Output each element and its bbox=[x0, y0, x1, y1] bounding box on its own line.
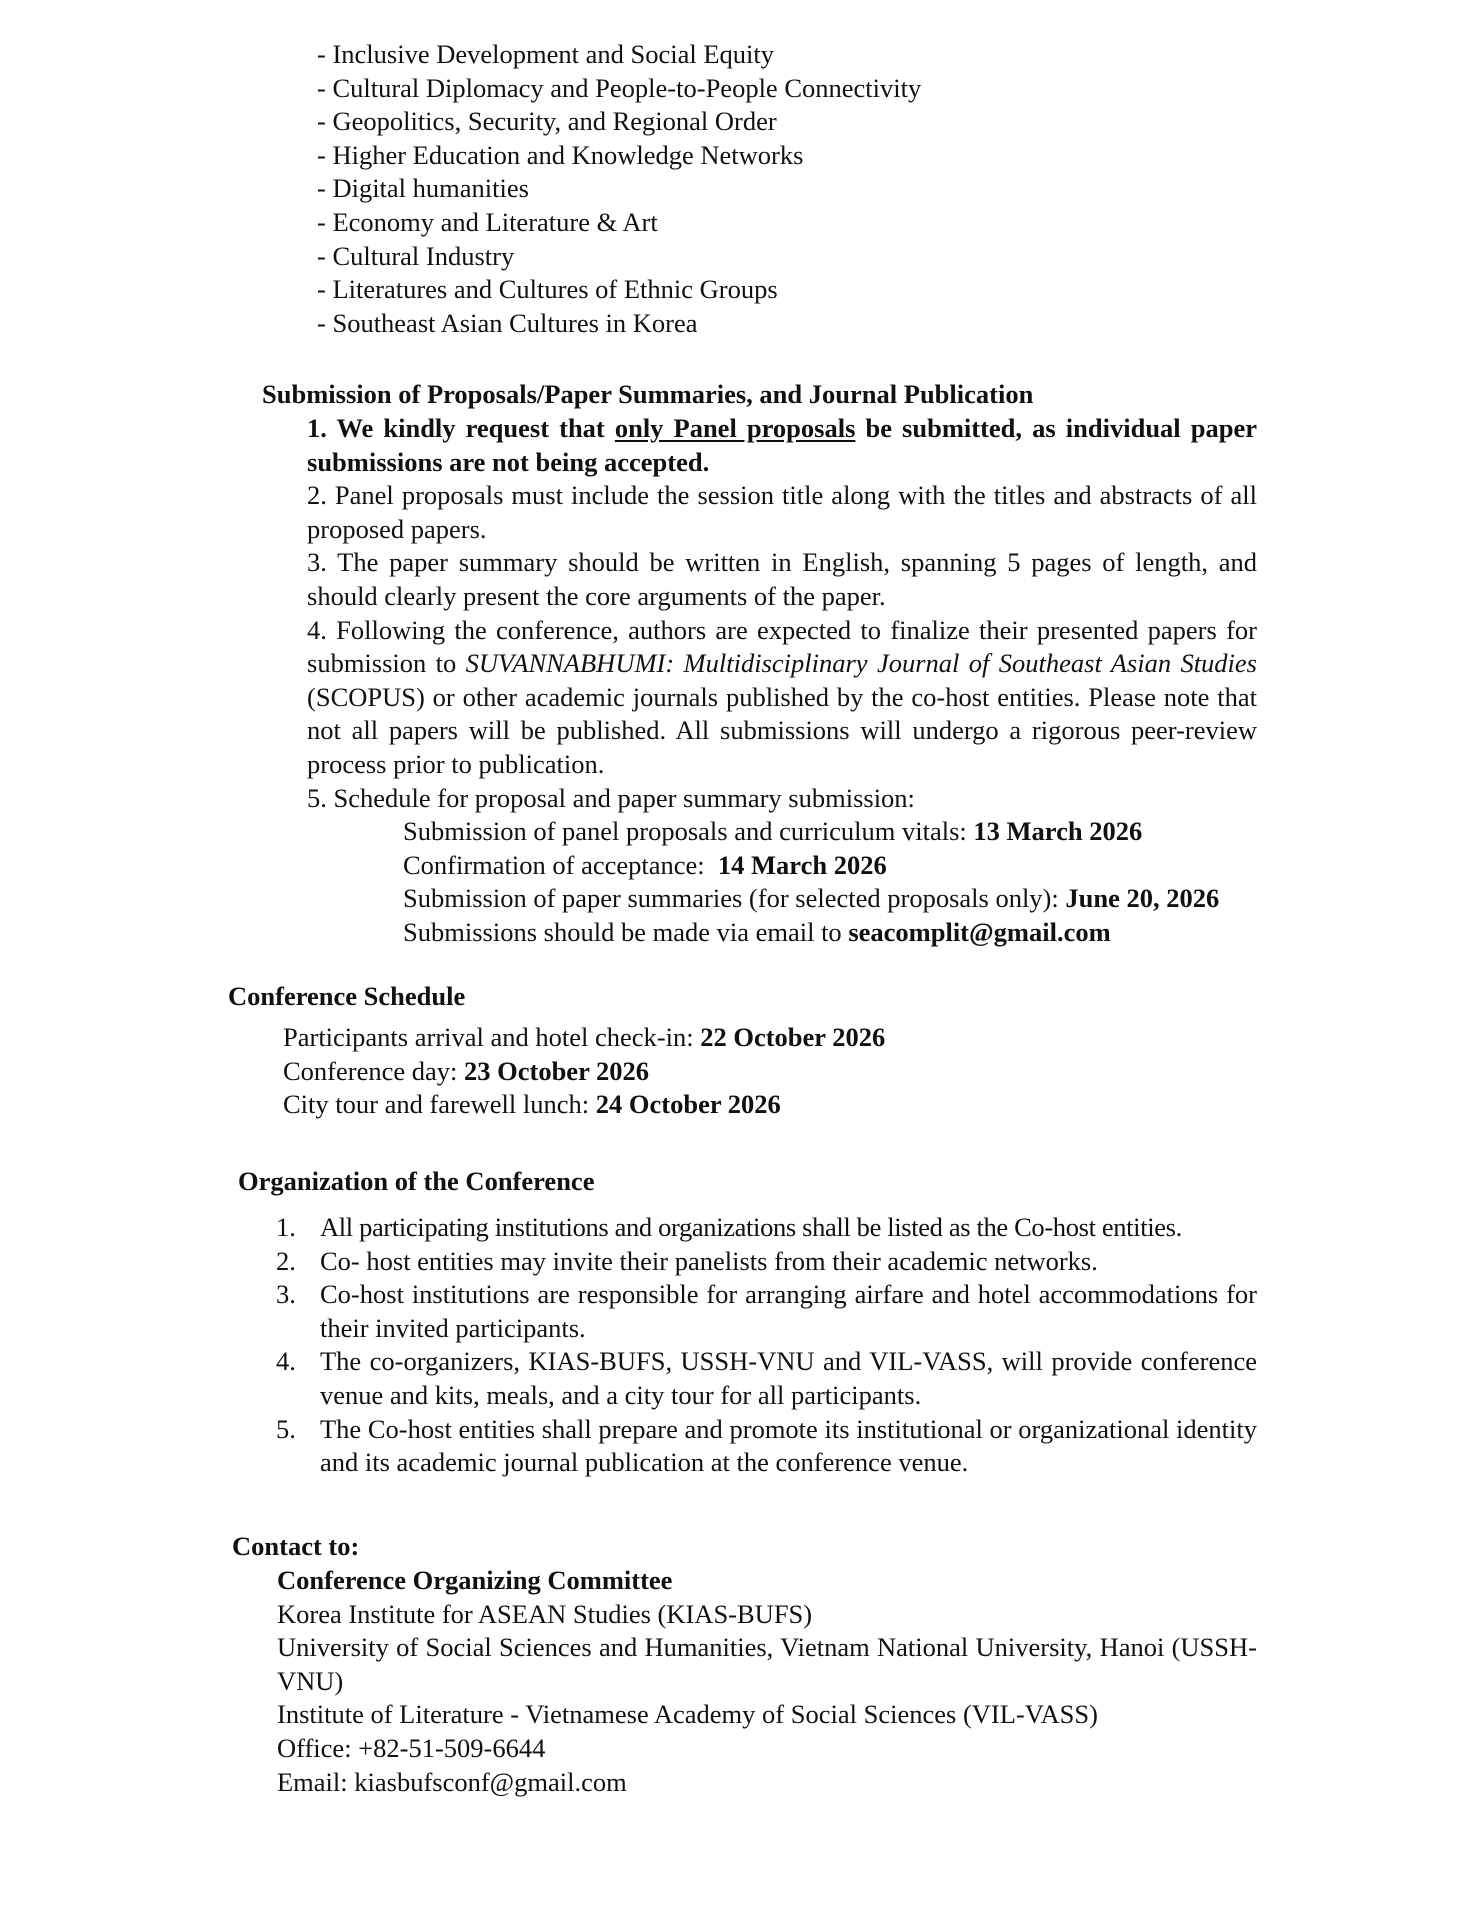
schedule-row: Submission of panel proposals and curriculum vitals: 13 March 2026 bbox=[403, 816, 1143, 847]
organization-item: 3. Co-host institutions are responsible for arranging airfare and hotel accommodations for their invited participants. bbox=[276, 1279, 1257, 1343]
organization-item: 4. The co-organizers, KIAS-BUFS, USSH-VNU and VIL-VASS, will provide conference venue and kits, meals, and a city tour for all participants. bbox=[276, 1346, 1257, 1410]
topic-item: - Geopolitics, Security, and Regional Order bbox=[317, 106, 777, 137]
contact-line: Korea Institute for ASEAN Studies (KIAS-BUFS) bbox=[277, 1598, 813, 1629]
submission-item-1: 1. We kindly request that only Panel proposals be submitted, as individual paper submissions are not being accepted. bbox=[307, 413, 1257, 477]
organization-list bbox=[276, 1211, 1257, 1480]
organization-heading: Organization of the Conference bbox=[238, 1166, 595, 1196]
schedule-item: Participants arrival and hotel check-in: 22 October 2026 bbox=[283, 1022, 886, 1052]
contact-phone: Office: +82-51-509-6644 bbox=[277, 1732, 546, 1763]
submission-item-5: 5. Schedule for proposal and paper summary submission: bbox=[307, 782, 915, 813]
submission-schedule bbox=[307, 815, 1257, 949]
contact-heading: Contact to: bbox=[232, 1531, 360, 1561]
topic-item: - Literatures and Cultures of Ethnic Groups bbox=[317, 274, 778, 305]
panel-proposals-emphasis: only Panel proposals bbox=[614, 413, 856, 443]
conference-schedule-list bbox=[283, 1021, 885, 1122]
contact-email[interactable]: Email: kiasbufsconf@gmail.com bbox=[277, 1766, 627, 1797]
contact-block bbox=[277, 1564, 1257, 1799]
contact-line: Institute of Literature - Vietnamese Academy of Social Sciences (VIL-VASS) bbox=[277, 1699, 1098, 1730]
organization-item: 1. All participating institutions and organizations shall be listed as the Co-host entities. bbox=[276, 1212, 1182, 1242]
topic-item: - Higher Education and Knowledge Networks bbox=[317, 139, 804, 170]
topics-list bbox=[317, 38, 921, 340]
submission-items bbox=[307, 412, 1257, 950]
submission-item-2: 2. Panel proposals must include the session title along with the titles and abstracts of all proposed papers. bbox=[307, 480, 1257, 544]
conference-schedule-heading: Conference Schedule bbox=[228, 981, 466, 1011]
topic-item: - Southeast Asian Cultures in Korea bbox=[317, 307, 698, 338]
topic-item: - Economy and Literature & Art bbox=[317, 206, 658, 237]
contact-line: University of Social Sciences and Humanities, Vietnam National University, Hanoi (USSH-VNU) bbox=[277, 1632, 1257, 1696]
topic-item: - Cultural Industry bbox=[317, 240, 515, 271]
journal-title: SUVANNABHUMI: Multidisciplinary Journal of Southeast Asian Studies bbox=[465, 648, 1257, 679]
schedule-row: Confirmation of acceptance: 14 March 2026 bbox=[403, 849, 887, 880]
topic-item: - Digital humanities bbox=[317, 173, 529, 204]
organization-item: 5. The Co-host entities shall prepare and promote its institutional or organizational identity and its academic journal publication at the conference venue. bbox=[276, 1413, 1257, 1478]
schedule-row: Submission of paper summaries (for selected proposals only): June 20, 2026 bbox=[403, 883, 1220, 914]
schedule-item: Conference day: 23 October 2026 bbox=[283, 1055, 649, 1086]
submission-heading: Submission of Proposals/Paper Summaries, and Journal Publication bbox=[262, 379, 1034, 409]
topic-item: - Inclusive Development and Social Equity bbox=[317, 39, 775, 69]
schedule-row: Submissions should be made via email to seacomplit@gmail.com bbox=[403, 916, 1111, 947]
submission-email-link[interactable]: seacomplit@gmail.com bbox=[848, 916, 1111, 947]
submission-item-3: 3. The paper summary should be written in English, spanning 5 pages of length, and should clearly present the core arguments of the paper. bbox=[307, 547, 1257, 611]
submission-item-4: 4. Following the conference, authors are expected to finalize their presented papers for submission to SUVANNABHUMI: Multidisciplinary Journal of Southeast Asian Studies (SCOPUS) or other academic journals published by the co-host entities. Please note that not all papers will be published. All submissions will undergo a rigorous peer-review process prior to publication. bbox=[307, 614, 1257, 779]
organization-item: 2. Co- host entities may invite their panelists from their academic networks. bbox=[276, 1245, 1098, 1276]
contact-committee: Conference Organizing Committee bbox=[277, 1565, 673, 1595]
topic-item: - Cultural Diplomacy and People-to-People Connectivity bbox=[317, 72, 922, 103]
schedule-item: City tour and farewell lunch: 24 October 2026 bbox=[283, 1089, 781, 1120]
